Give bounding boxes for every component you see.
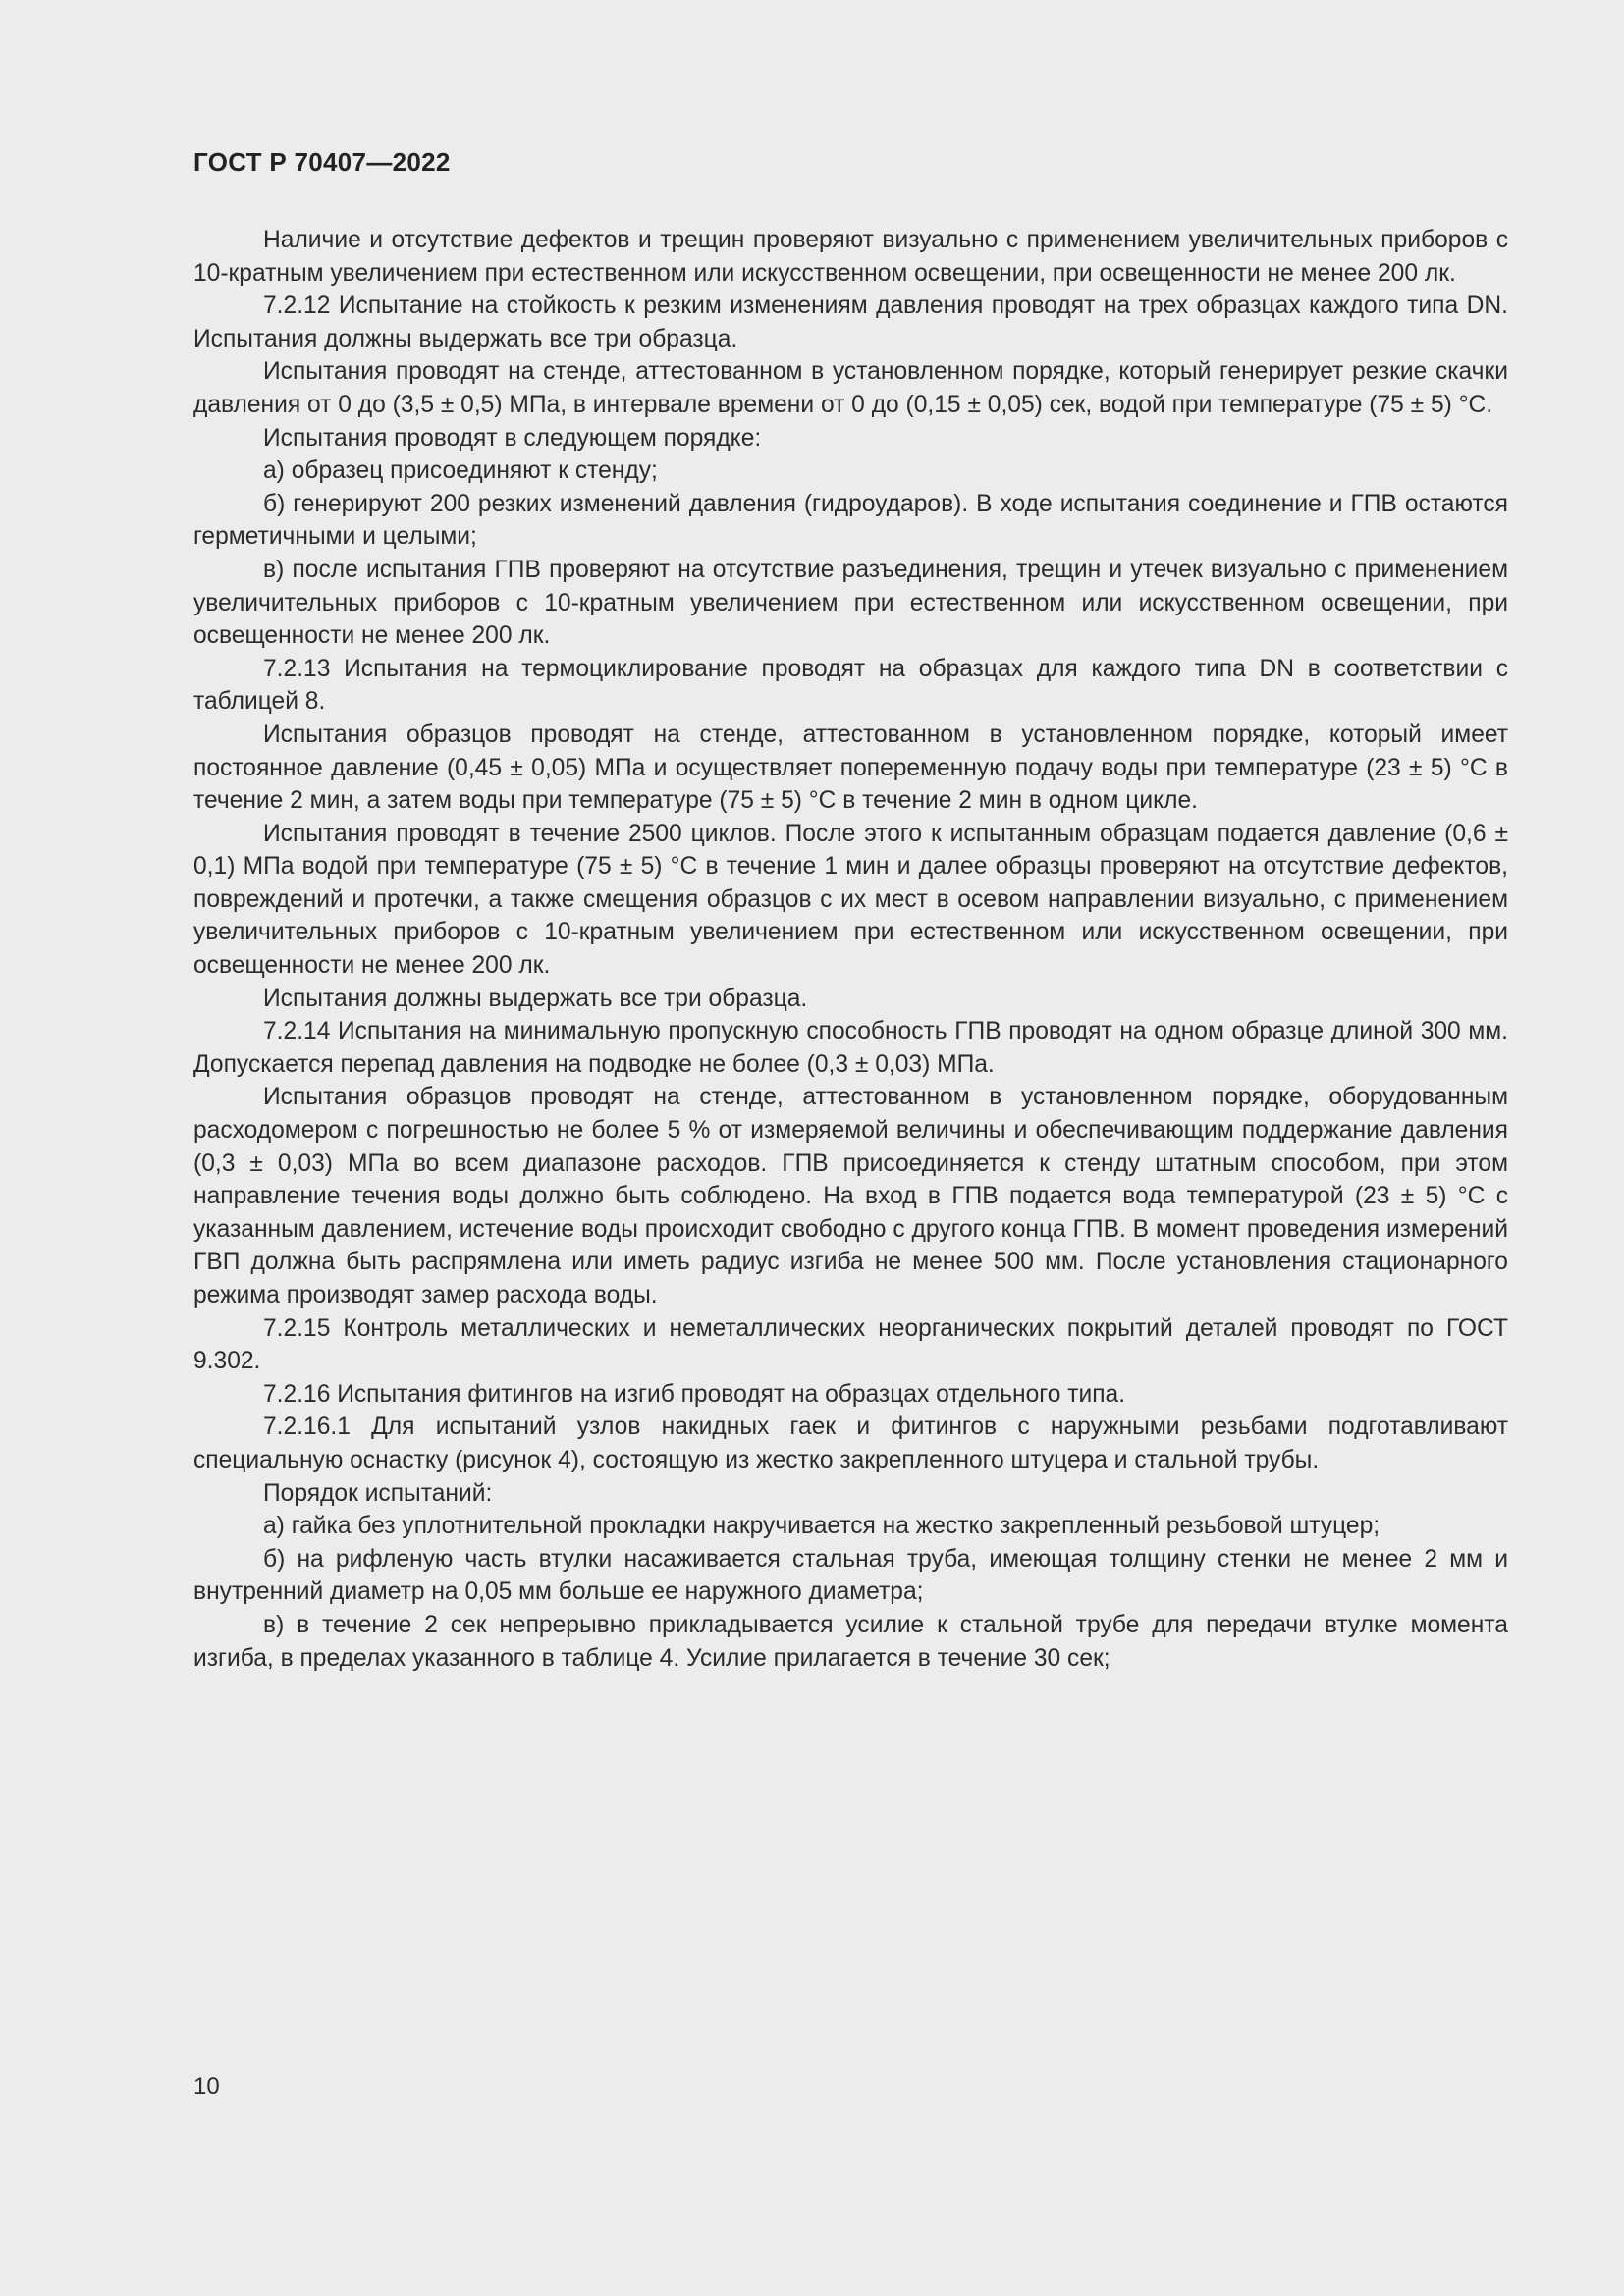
paragraph: Наличие и отсутствие дефектов и трещин проверяют визуально с применением увеличительных приборов с 10-кратным увеличением при естественном или искусственном освещении, при освещенности не менее 200 лк. xyxy=(193,227,1508,287)
document-header: ГОСТ Р 70407—2022 xyxy=(193,147,451,177)
page-number: 10 xyxy=(193,2073,220,2100)
paragraph: Испытания образцов проводят на стенде, аттестованном в установленном порядке, оборудованным расходомером с погрешностью не более 5 % от измеряемой величины и обеспечивающим поддержание давления (0,3 ± 0,03) МПа во всем диапазоне расходов. ГПВ присоединяется к стенду штатным способом, при этом направление течения воды должно быть соблюдено. На вход в ГПВ подается вода температурой (23 ± 5) °С с указанным давлением, истечение воды происходит свободно с другого конца ГПВ. В момент проведения измерений ГВП должна быть распрямлена или иметь радиус изгиба не менее 500 мм. После установления стационарного режима производят замер расхода воды. xyxy=(193,1084,1508,1308)
paragraph: Испытания образцов проводят на стенде, аттестованном в установленном порядке, который имеет постоянное давление (0,45 ± 0,05) МПа и осуществляет попеременную подачу воды при температуре (23 ± 5) °С в течение 2 мин, а затем воды при температуре (75 ± 5) °С в течение 2 мин в одном цикле. xyxy=(193,721,1508,815)
paragraph: Испытания должны выдержать все три образца. xyxy=(263,985,808,1012)
paragraph: Испытания проводят в следующем порядке: xyxy=(263,424,762,452)
list-item: б) на рифленую часть втулки насаживается стальная труба, имеющая толщину стенки не менее 2 мм и внутренний диаметр на 0,05 мм больше ее наружного диаметра; xyxy=(193,1545,1508,1606)
paragraph: Испытания проводят на стенде, аттестованном в установленном порядке, который генерирует резкие скачки давления от 0 до (3,5 ± 0,5) МПа, в интервале времени от 0 до (0,15 ± 0,05) сек, водой при температуре (75 ± 5) °С. xyxy=(193,358,1508,418)
document-body xyxy=(193,224,1508,1675)
paragraph: 7.2.16.1 Для испытаний узлов накидных гаек и фитингов с наружными резьбами подготавливают специальную оснастку (рисунок 4), состоящую из жестко закрепленного штуцера и стальной трубы. xyxy=(193,1414,1508,1473)
list-item: в) в течение 2 сек непрерывно прикладывается усилие к стальной трубе для передачи втулке момента изгиба, в пределах указанного в таблице 4. Усилие прилагается в течение 30 сек; xyxy=(193,1611,1508,1672)
paragraph: 7.2.15 Контроль металлических и неметаллических неорганических покрытий деталей проводят по ГОСТ 9.302. xyxy=(193,1314,1508,1375)
paragraph: 7.2.12 Испытание на стойкость к резким изменениям давления проводят на трех образцах каждого типа DN. Испытания должны выдержать все три образца. xyxy=(193,293,1508,352)
list-item: а) образец присоединяют к стенду; xyxy=(263,457,658,485)
paragraph: 7.2.14 Испытания на минимальную пропускную способность ГПВ проводят на одном образце длиной 300 мм. Допускается перепад давления на подводке не более (0,3 ± 0,03) МПа. xyxy=(193,1018,1508,1078)
paragraph: 7.2.16 Испытания фитингов на изгиб проводят на образцах отдельного типа. xyxy=(263,1380,1126,1408)
list-item: а) гайка без уплотнительной прокладки накручивается на жестко закрепленный резьбовой штуцер; xyxy=(263,1513,1380,1540)
list-item: в) после испытания ГПВ проверяют на отсутствие разъединения, трещин и утечек визуально с применением увеличительных приборов с 10-кратным увеличением при естественном или искусственном освещении, при освещенности не менее 200 лк. xyxy=(193,556,1508,650)
paragraph: 7.2.13 Испытания на термоциклирование проводят на образцах для каждого типа DN в соответствии с таблицей 8. xyxy=(193,655,1508,716)
list-item: б) генерируют 200 резких изменений давления (гидроударов). В ходе испытания соединение и ГПВ остаются герметичными и целыми; xyxy=(193,490,1508,551)
paragraph: Испытания проводят в течение 2500 циклов. После этого к испытанным образцам подается давление (0,6 ± 0,1) МПа водой при температуре (75 ± 5) °С в течение 1 мин и далее образцы проверяют на отсутствие дефектов, повреждений и протечки, а также смещения образцов с их мест в осевом направлении визуально, с применением увеличительных приборов с 10-кратным увеличением при естественном или искусственном освещении, при освещенности не менее 200 лк. xyxy=(193,820,1508,980)
paragraph: Порядок испытаний: xyxy=(263,1479,493,1507)
